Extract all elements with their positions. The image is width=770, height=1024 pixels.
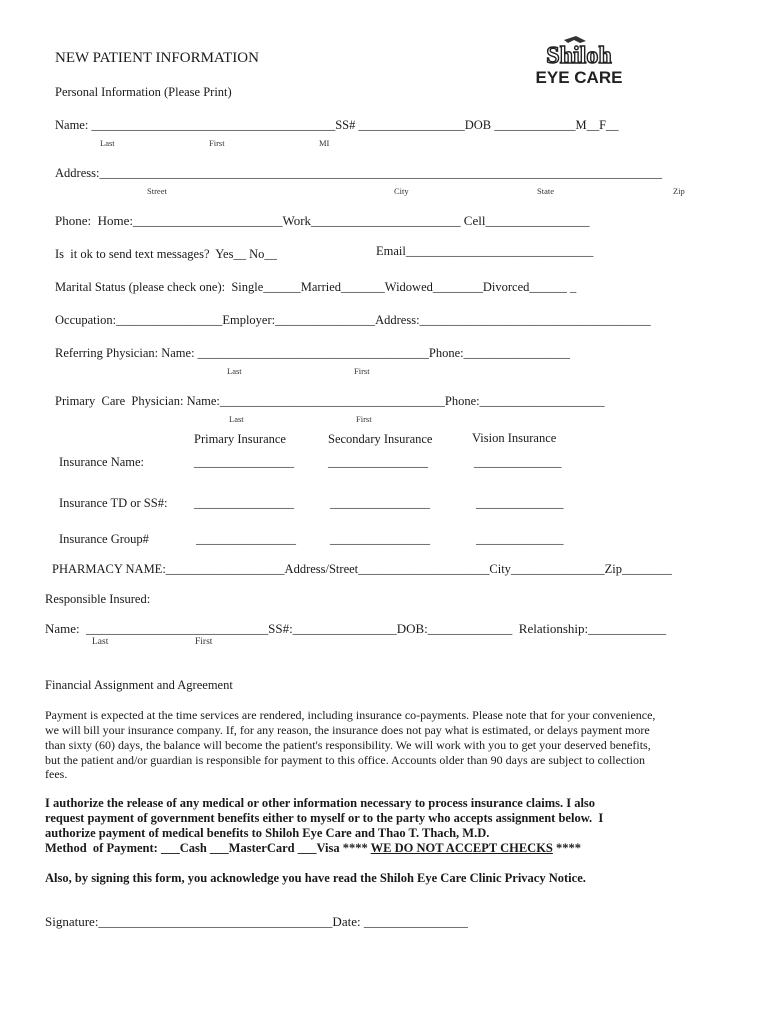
form-subtitle: Personal Information (Please Print) — [55, 85, 232, 99]
authorization-line-2: request payment of government benefits either to myself or to the party who accepts assignment below. I — [45, 811, 604, 825]
insurance-name-secondary[interactable]: ________________ — [328, 455, 428, 469]
logo-text-eyecare: EYE CARE — [535, 68, 623, 87]
addr-sub-zip: Zip — [673, 186, 685, 196]
pcp-sub-last: Last — [229, 414, 244, 424]
name-sub-last: Last — [100, 138, 115, 148]
insurance-group-secondary[interactable]: ________________ — [330, 532, 430, 546]
payment-method-options[interactable]: Method of Payment: ___Cash ___MasterCard ___Visa **** — [45, 841, 371, 855]
financial-para-line-3: than sixty (60) days, the balance will become the patient's responsibility. We will work with you to get your deserved benefits, — [45, 738, 651, 752]
col-secondary-insurance: Secondary Insurance — [328, 432, 433, 446]
payment-method-line[interactable] — [45, 841, 581, 855]
clinic-logo — [526, 34, 632, 92]
ref-sub-first: First — [354, 366, 370, 376]
addr-sub-state: State — [537, 186, 554, 196]
financial-para-line-4: but the patient and/or guardian is responsible for payment to this office. Accounts older than 90 days are subject to collection — [45, 753, 645, 767]
address-line[interactable]: Address:__________________________________________________________________________________________ — [55, 166, 662, 180]
responsible-insured-heading: Responsible Insured: — [45, 592, 151, 606]
phone-line[interactable]: Phone: Home:_______________________Work_______________________ Cell________________ — [55, 213, 590, 228]
signature-date-line[interactable]: Signature:____________________________________Date: ________________ — [45, 914, 468, 929]
pharmacy-line[interactable]: PHARMACY NAME:___________________Address/Street_____________________City_______________Zip________ — [52, 562, 673, 576]
insurance-name-primary[interactable]: ________________ — [194, 455, 294, 469]
insurance-id-vision[interactable]: ______________ — [476, 496, 564, 510]
occupation-line[interactable]: Occupation:_________________Employer:________________Address:_____________________________________ — [55, 313, 651, 327]
form-title: NEW PATIENT INFORMATION — [55, 50, 259, 66]
patient-name-line[interactable]: Name: _______________________________________SS# _________________DOB _____________M__F__ — [55, 118, 619, 132]
col-primary-insurance: Primary Insurance — [194, 432, 286, 446]
marital-status-line[interactable]: Marital Status (please check one): Single______Married_______Widowed________Divorced______ _ — [55, 280, 577, 294]
pcp-sub-first: First — [356, 414, 372, 424]
authorization-line-3: authorize payment of medical benefits to Shiloh Eye Care and Thao T. Thach, M.D. — [45, 826, 490, 840]
logo-text-shiloh: Shiloh — [546, 43, 612, 69]
authorization-line-1: I authorize the release of any medical or other information necessary to process insurance claims. I also — [45, 796, 596, 810]
insurance-id-primary[interactable]: ________________ — [194, 496, 294, 510]
col-vision-insurance: Vision Insurance — [472, 431, 557, 445]
text-messages-line[interactable]: Is it ok to send text messages? Yes__ No__ — [55, 247, 277, 261]
row-insurance-group: Insurance Group# — [59, 532, 149, 546]
primary-care-line[interactable]: Primary Care Physician: Name:____________________________________Phone:____________________ — [55, 394, 605, 408]
financial-para-line-5: fees. — [45, 767, 68, 781]
email-line[interactable]: Email______________________________ — [376, 244, 594, 258]
financial-para-line-1: Payment is expected at the time services are rendered, including insurance co-payments. Please note that for your convenience, — [45, 708, 656, 722]
resp-sub-last: Last — [92, 637, 109, 647]
name-sub-mi: MI — [319, 138, 330, 148]
insurance-id-secondary[interactable]: ________________ — [330, 496, 430, 510]
financial-heading: Financial Assignment and Agreement — [45, 678, 233, 692]
addr-sub-street: Street — [147, 186, 167, 196]
resp-sub-first: First — [195, 637, 213, 647]
insurance-group-primary[interactable]: ________________ — [196, 532, 296, 546]
privacy-notice: Also, by signing this form, you acknowledge you have read the Shiloh Eye Care Clinic Privacy Notice. — [45, 871, 586, 885]
row-insurance-name: Insurance Name: — [59, 455, 145, 469]
responsible-name-line[interactable]: Name: ____________________________SS#:________________DOB:_____________ Relationship:____________ — [45, 621, 667, 636]
referring-physician-line[interactable]: Referring Physician: Name: _____________________________________Phone:_________________ — [55, 346, 570, 360]
no-checks-notice: WE DO NOT ACCEPT CHECKS — [370, 841, 553, 855]
name-sub-first: First — [209, 138, 225, 148]
payment-method-end: **** — [552, 841, 582, 855]
financial-para-line-2: we will bill your insurance company. If, for any reason, the insurance does not pay what is estimated, or delays payment more — [45, 723, 650, 737]
insurance-name-vision[interactable]: ______________ — [474, 455, 562, 469]
insurance-group-vision[interactable]: ______________ — [476, 532, 564, 546]
addr-sub-city: City — [394, 186, 409, 196]
row-insurance-id: Insurance TD or SS#: — [59, 496, 168, 510]
ref-sub-last: Last — [227, 366, 242, 376]
